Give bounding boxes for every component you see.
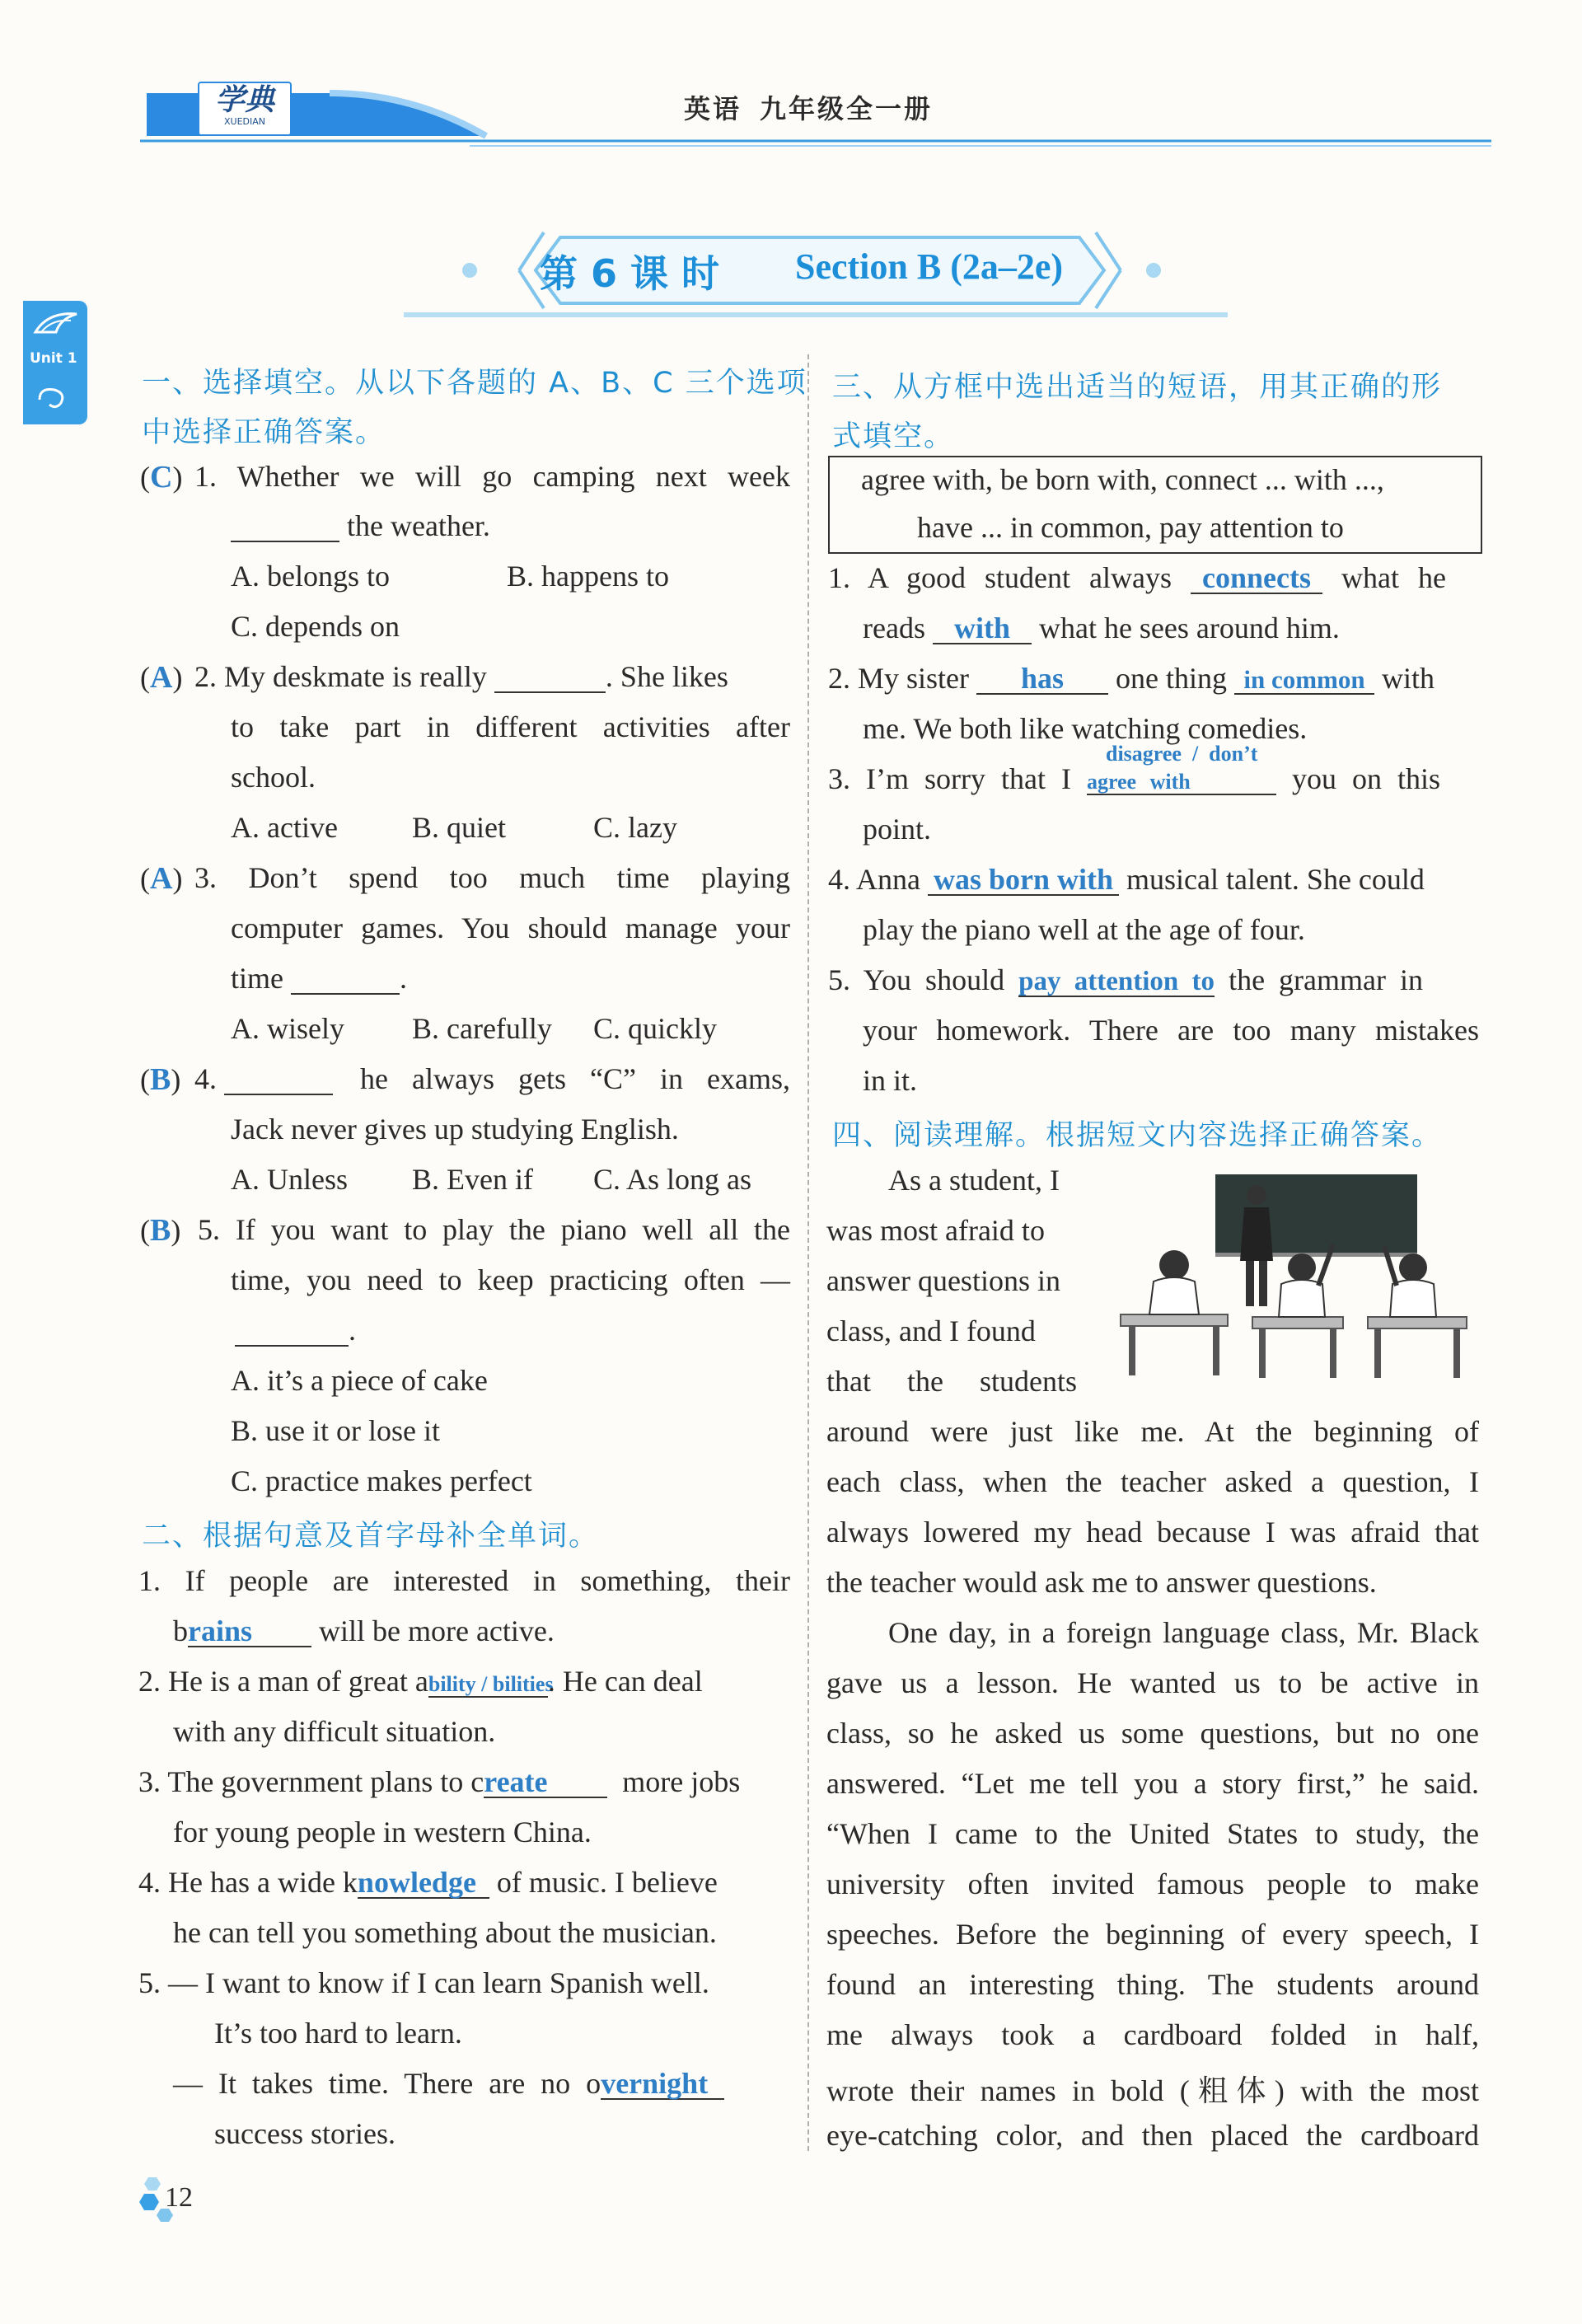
phrase-box <box>828 456 1482 554</box>
p2q5-blank <box>601 2069 724 2100</box>
p4-para2-line-5: “When I came to the United States to study, the <box>826 1817 1479 1850</box>
q5-line2: time, you need to keep practicing often — <box>231 1263 790 1296</box>
q4-line1a: 4. <box>194 1062 217 1095</box>
q1-answer-paren: (C) <box>140 460 183 494</box>
q1-line1: 1. Whether we will go camping next week <box>194 460 790 493</box>
p3q1-answer1: connects <box>1201 561 1311 594</box>
p3q4-prefix: 4. Anna <box>828 863 920 896</box>
p2q4-blank <box>358 1867 489 1899</box>
p3q5-answer: pay attention to <box>1018 967 1215 996</box>
page-header <box>140 78 1491 152</box>
p3q1-line1 <box>828 560 1446 595</box>
p2q5-answer: vernight <box>601 2067 709 2100</box>
q4-choice: B <box>150 1062 171 1097</box>
p3q1-prefix: 1. A good student always <box>828 561 1172 594</box>
p2q4-line2: he can tell you something about the musician. <box>173 1916 717 1949</box>
q2-blank <box>494 662 606 693</box>
p3q3-answer-bottom: agree with <box>1086 770 1191 794</box>
p3q4-rest: musical talent. She could <box>1126 863 1425 896</box>
p4-para2-line-10: wrote their names in bold (粗体) with the most <box>826 2074 1479 2107</box>
p3q5-line3: in it. <box>863 1064 918 1097</box>
q3-line3 <box>231 961 407 996</box>
p4-para1-line-4: the teacher would ask me to answer questions. <box>826 1566 1377 1599</box>
p3q4-line2: play the piano well at the age of four. <box>863 913 1305 946</box>
p4-short-line-3: answer questions in <box>826 1264 1060 1297</box>
p3q5-line1 <box>828 963 1423 997</box>
p2q5-line1: 5. — I want to know if I can learn Spanish well. <box>138 1966 709 1999</box>
q3-opt-b: B. carefully <box>412 1012 552 1045</box>
q4-line1 <box>194 1061 333 1096</box>
p2q2-line1 <box>138 1664 703 1698</box>
p3q2-prefix: 2. My sister <box>828 662 969 695</box>
p4-para2-line-6: university often invited famous people to make <box>826 1867 1479 1900</box>
q5-line3-text: . <box>349 1314 356 1347</box>
brand-cn: 学典 <box>214 83 274 116</box>
p3q1-answer2: with <box>953 611 1010 644</box>
p2q1-prefix: b <box>173 1614 188 1647</box>
p4-short-line-4: class, and I found <box>826 1314 1036 1347</box>
p3q1-blank1 <box>1191 563 1322 594</box>
p2q3-rest: more jobs <box>622 1765 741 1798</box>
page-number: 12 <box>165 2182 193 2213</box>
q5-blank <box>235 1315 349 1347</box>
phrase-box-line1: agree with, be born with, connect ... with ..., <box>861 463 1384 496</box>
p2q4-prefix: 4. He has a wide k <box>138 1866 358 1899</box>
p4-para2-line-1: One day, in a foreign language class, Mr. Black <box>888 1616 1479 1649</box>
q2-answer-paren: (A) <box>140 660 183 695</box>
brand-logo <box>198 82 292 136</box>
p3q2-blank2 <box>1234 663 1374 695</box>
part3-title-1: 三、从方框中选出适当的短语，用其正确的形 <box>832 371 1443 404</box>
p3q5-prefix: 5. You should <box>828 963 1005 996</box>
p2q3-line1 <box>138 1764 740 1799</box>
p2q3-prefix: 3. The government plans to c <box>138 1765 484 1798</box>
q2-line3: school. <box>231 761 316 794</box>
q1-line2-text: the weather. <box>347 509 490 542</box>
p2q2-blank <box>428 1666 554 1698</box>
p4-short-line-5: that the students <box>826 1365 1077 1398</box>
p2q3-line2: for young people in western China. <box>173 1816 592 1848</box>
p2q5-line3 <box>173 2066 724 2101</box>
q3-opt-c: C. quickly <box>593 1012 717 1045</box>
q3-opt-a: A. wisely <box>231 1012 344 1045</box>
p2q1-rest: will be more active. <box>319 1614 555 1647</box>
p3q1-line2a: reads <box>863 611 925 644</box>
q5-opt-a: A. it’s a piece of cake <box>231 1364 488 1397</box>
p3q1-line2b: what he sees around him. <box>1038 611 1340 644</box>
q3-line3b: . <box>399 962 407 995</box>
p2q1-line1: 1. If people are interested in something, their <box>138 1564 790 1597</box>
p2q4-rest: of music. I believe <box>496 1866 718 1899</box>
part2-title: 二、根据句意及首字母补全单词。 <box>142 1520 600 1553</box>
p2q3-blank <box>484 1767 607 1798</box>
p3q2-line2: me. We both like watching comedies. <box>863 712 1308 745</box>
p3q3-rest: you on this <box>1291 762 1440 795</box>
p3q2-end: with <box>1381 662 1435 695</box>
wing-icon <box>31 307 81 340</box>
p3q3-answer-top: disagree / don’t <box>1106 742 1258 766</box>
q4-line2: Jack never gives up studying English. <box>231 1113 679 1146</box>
q1-choice: C <box>150 460 173 494</box>
brand-en: XUEDIAN <box>223 116 265 127</box>
p4-para2-line-4: answered. “Let me tell you a story first,” he said. <box>826 1767 1479 1800</box>
q4-opt-c: C. As long as <box>593 1163 752 1196</box>
p2q2-line2: with any difficult situation. <box>173 1715 496 1748</box>
part3-title-2: 式填空。 <box>832 420 955 453</box>
p3q1-line2 <box>863 611 1340 645</box>
p4-para2-line-8: found an interesting thing. The students around <box>826 1968 1479 2001</box>
p3q1-mid: what he <box>1341 561 1446 594</box>
swirl-icon <box>31 383 81 416</box>
q1-blank <box>231 511 339 542</box>
lesson-number: 第 6 课 时 <box>540 251 720 296</box>
p2q5-line2: It’s too hard to learn. <box>214 2017 462 2050</box>
p3q2-answer1: has <box>1020 662 1065 695</box>
p3q4-line1 <box>828 862 1425 897</box>
p2q5-prefix: — It takes time. There are no o <box>173 2067 601 2100</box>
p3q3-blank <box>1087 764 1276 795</box>
p3q5-rest: the grammar in <box>1229 963 1423 996</box>
q4-blank <box>224 1064 333 1095</box>
q2-line2: to take part in different activities after <box>231 710 790 743</box>
q2-choice: A <box>150 660 173 695</box>
q1-opt-c: C. depends on <box>231 610 400 643</box>
p3q1-blank2 <box>933 613 1032 644</box>
q5-line3 <box>235 1313 356 1347</box>
q2-opt-c: C. lazy <box>593 811 677 844</box>
p3q4-blank <box>928 864 1119 896</box>
p3q5-blank <box>1018 965 1215 997</box>
q3-line2: computer games. You should manage your <box>231 911 790 944</box>
q3-choice: A <box>150 861 173 896</box>
p4-short-line-2: was most afraid to <box>826 1214 1045 1247</box>
part1-title-2: 中选择正确答案。 <box>142 416 386 449</box>
p3q3-prefix: 3. I’m sorry that I <box>828 762 1071 795</box>
q2-line1a: 2. My deskmate is really <box>194 660 487 693</box>
q5-choice: B <box>150 1213 171 1248</box>
lesson-section: Section B (2a–2e) <box>795 246 1064 287</box>
p2q1-line2 <box>173 1614 555 1648</box>
q3-line1: 3. Don’t spend too much time playing <box>194 861 790 894</box>
part1-title-1: 一、选择填空。从以下各题的 A、B、C 三个选项 <box>142 367 807 400</box>
p2q2-prefix: 2. He is a man of great a <box>138 1665 428 1698</box>
p4-para1-line-2: each class, when the teacher asked a question, I <box>826 1465 1479 1498</box>
p2q2-rest: . He can deal <box>547 1665 703 1698</box>
p2q5-line4: success stories. <box>214 2117 396 2150</box>
p3q3-line1 <box>828 761 1440 796</box>
q1-line2 <box>231 508 490 543</box>
classroom-illustration <box>1112 1170 1475 1385</box>
p3q3-line2: point. <box>863 813 932 846</box>
p4-para1-line-3: always lowered my head because I was afraid that <box>826 1516 1479 1549</box>
p2q1-blank <box>188 1616 311 1647</box>
phrase-box-line2: have ... in common, pay attention to <box>917 511 1344 544</box>
q3-line3a: time <box>231 962 283 995</box>
book-title: 英语 九年级全一册 <box>684 94 934 124</box>
q4-opt-b: B. Even if <box>412 1163 533 1196</box>
q4-line1b: he always gets “C” in exams, <box>360 1062 790 1095</box>
p2q1-answer: rains <box>188 1614 253 1647</box>
p3q2-blank1 <box>976 663 1108 695</box>
p4-para2-line-9: me always took a cardboard folded in half, <box>826 2018 1479 2051</box>
p4-para2-line-11: eye-catching color, and then placed the cardboard <box>826 2119 1479 2152</box>
q5-opt-b: B. use it or lose it <box>231 1414 440 1447</box>
column-divider <box>807 354 809 2151</box>
q4-opt-a: A. Unless <box>231 1163 348 1196</box>
q2-line1 <box>194 659 728 694</box>
p3q2-answer2: in common <box>1243 665 1365 694</box>
q4-answer-paren: (B) <box>140 1062 181 1097</box>
q2-opt-a: A. active <box>231 811 338 844</box>
q1-opt-b: B. happens to <box>507 560 669 593</box>
q5-line1: 5. If you want to play the piano well all the <box>198 1213 790 1246</box>
p3q4-answer: was born with <box>933 863 1114 896</box>
p4-para1-line-1: around were just like me. At the beginning of <box>826 1415 1479 1448</box>
p3q2-line1 <box>828 661 1435 696</box>
q2-opt-b: B. quiet <box>412 811 506 844</box>
unit-side-tab <box>23 301 87 424</box>
p2q4-line1 <box>138 1865 718 1900</box>
p4-para2-line-7: speeches. Before the beginning of every speech, I <box>826 1918 1479 1951</box>
p3q5-line2: your homework. There are too many mistakes <box>863 1014 1479 1047</box>
q5-opt-c: C. practice makes perfect <box>231 1464 532 1497</box>
p2q4-answer: nowledge <box>357 1866 476 1899</box>
q3-answer-paren: (A) <box>140 861 183 896</box>
part4-title: 四、阅读理解。根据短文内容选择正确答案。 <box>832 1119 1443 1152</box>
p4-short-line-1: As a student, I <box>888 1164 1060 1197</box>
p2q2-answer: bility / bilities <box>428 1672 554 1696</box>
q5-answer-paren: (B) <box>140 1213 181 1248</box>
q2-line1b: . She likes <box>605 660 728 693</box>
p3q2-mid: one thing <box>1116 662 1227 695</box>
p4-para2-line-2: gave us a lesson. He wanted us to be active in <box>826 1666 1479 1699</box>
lesson-banner <box>396 223 1236 321</box>
q3-blank <box>291 963 400 995</box>
p2q3-answer: reate <box>484 1765 548 1798</box>
unit-tab-label: Unit 1 <box>30 350 77 367</box>
p4-para2-line-3: class, so he asked us some questions, but no one <box>826 1717 1479 1750</box>
q1-opt-a: A. belongs to <box>231 560 390 593</box>
